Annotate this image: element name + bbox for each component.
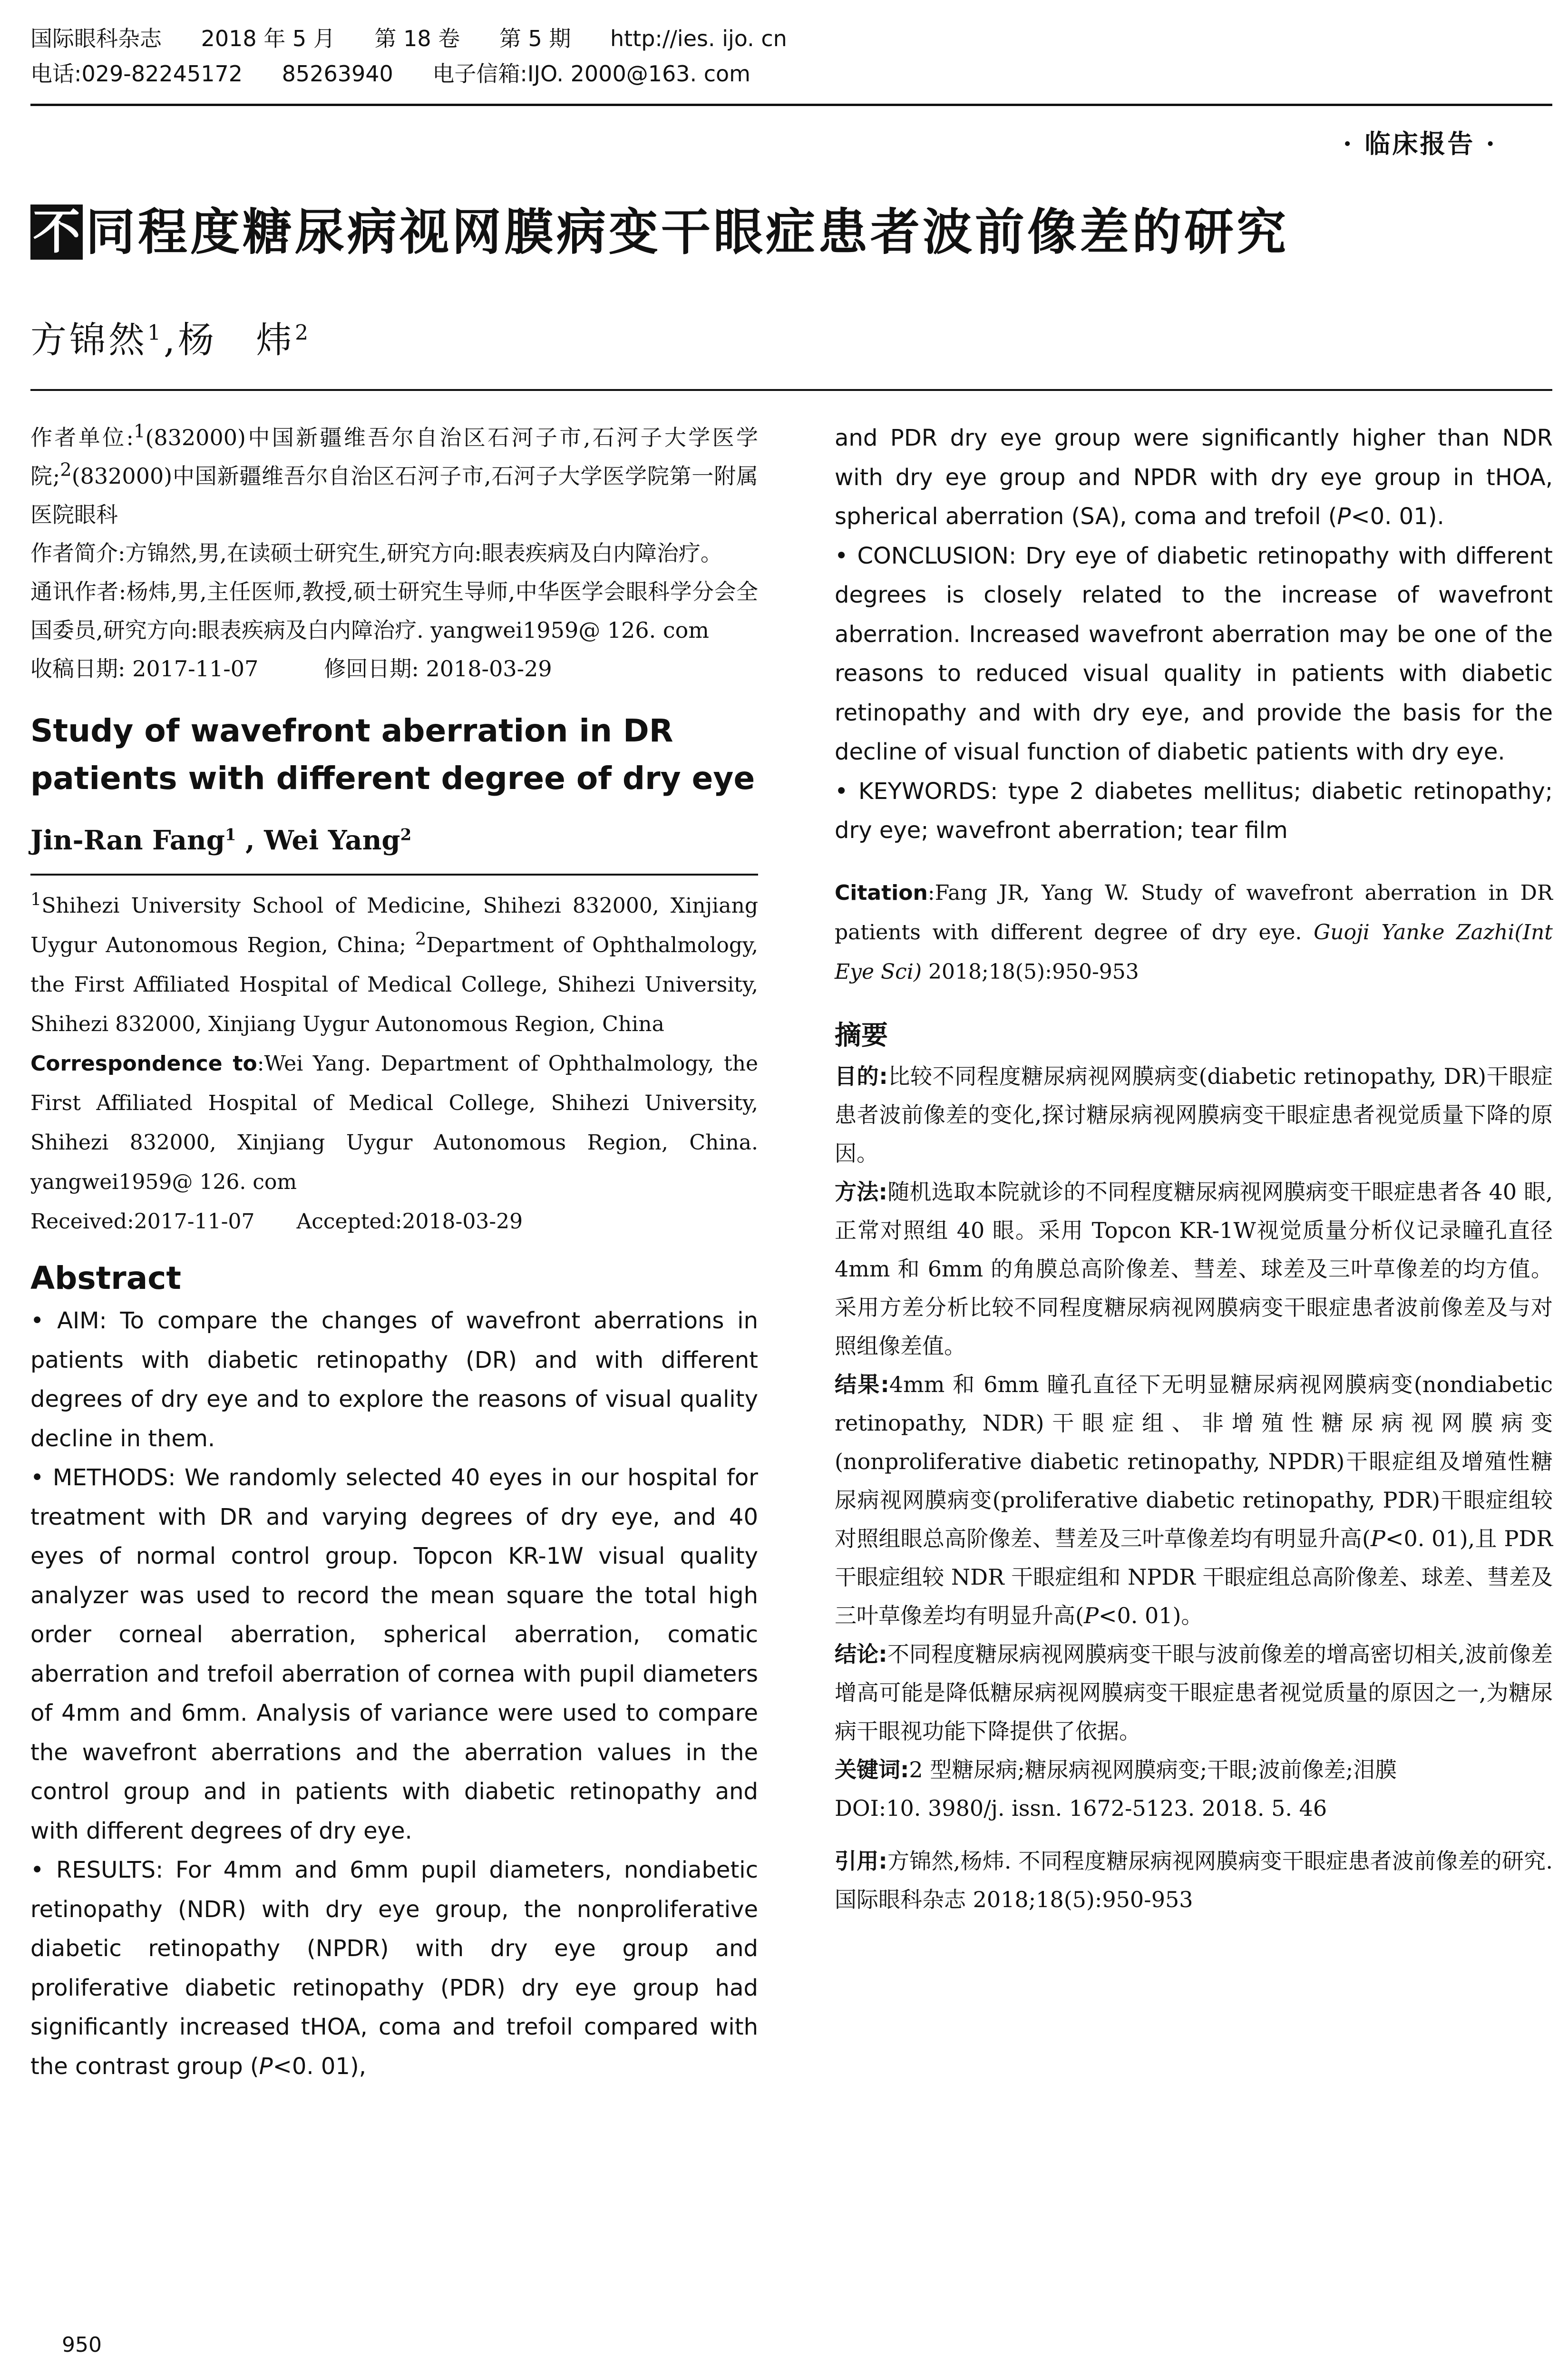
affiliations-english bbox=[30, 886, 758, 1044]
abstract-conclusion: • CONCLUSION: Dry eye of diabetic retinopathy with different degrees is closely related to the increase of wavefront aberration. Increased wavefront aberration may be one of the reasons to reduced visual quality in patients with diabetic retinopathy and with dry eye, and provide the basis for the decline of visual function of diabetic patients with dry eye. bbox=[835, 542, 1553, 765]
chinese-citation bbox=[835, 1842, 1553, 1919]
citation-english bbox=[835, 873, 1553, 992]
english-author-1: Jin-Ran Fang bbox=[30, 825, 225, 856]
units-mark-1: 1 bbox=[134, 420, 146, 442]
results-continued-p-value: <0. 01). bbox=[1351, 503, 1444, 530]
chinese-results-label: 结果: bbox=[835, 1371, 889, 1397]
chinese-keywords-label: 关键词: bbox=[835, 1756, 909, 1783]
chinese-aim-label: 目的: bbox=[835, 1063, 888, 1089]
correspondence-label: Correspondence to bbox=[30, 1052, 257, 1076]
author-units bbox=[30, 419, 758, 534]
article-title bbox=[30, 205, 1552, 276]
title-text: 同程度糖尿病视网膜病变干眼症患者波前像差的研究 bbox=[86, 203, 1289, 261]
chinese-results-text-1: 4mm 和 6mm 瞳孔直径下无明显糖尿病视网膜病变(nondiabetic retinopathy, NDR)干眼症组、非增殖性糖尿病视网膜病变(nonproliferative diabetic retinopathy, NPDR)干眼症组及增殖性糖尿病视网膜病变(proliferative diabetic retinopathy, PDR)干眼症组较对照组眼总高阶像差、彗差及三叶草像差均有明显升高( bbox=[835, 1371, 1553, 1551]
spacer bbox=[835, 1828, 1553, 1842]
issue-date: 2018 年 5 月 bbox=[201, 26, 335, 51]
received-dates: 收稿日期: 2017-11-07 修回日期: 2018-03-29 bbox=[30, 656, 552, 682]
header-line-1 bbox=[30, 21, 1543, 56]
chinese-abstract-heading: 摘要 bbox=[835, 1020, 888, 1051]
journal-name: 国际眼科杂志 bbox=[30, 26, 162, 51]
chinese-methods-label: 方法: bbox=[835, 1179, 887, 1205]
units-2: (832000)中国新疆维吾尔自治区石河子市,石河子大学医学院第一附属医院眼科 bbox=[30, 463, 759, 527]
citation-text: :Fang JR, Yang W. Study of wavefront aberration in DR patients with different degree of dry eye. bbox=[835, 880, 1553, 945]
abstract-results-continued bbox=[835, 419, 1553, 536]
corresponding-author: 通讯作者:杨炜,男,主任医师,教授,硕士研究生导师,中华医学会眼科学分会全国委员,研究方向:眼表疾病及白内障治疗. yangwei1959@ 126. com bbox=[30, 579, 758, 643]
units-label: 作者单位: bbox=[30, 425, 134, 450]
chinese-aim-text: 比较不同程度糖尿病视网膜病变(diabetic retinopathy, DR)干眼症患者波前像差的变化,探讨糖尿病视网膜病变干眼症患者视觉质量下降的原因。 bbox=[835, 1063, 1553, 1166]
received-english: Received:2017-11-07 Accepted:2018-03-29 bbox=[30, 1209, 523, 1234]
header-divider bbox=[30, 104, 1552, 106]
abstract-methods: • METHODS: We randomly selected 40 eyes in our hospital for treatment with DR and varying degrees of dry eye, and 40 eyes of normal control group. Topcon KR-1W visual quality analyzer was used to record the mean square the total high order corneal aberration, spherical aberration, comatic aberration and trefoil aberration of cornea with pupil diameters of 4mm and 6mm. Analysis of variance were used to compare the wavefront aberrations and the aberration values in the control group and in patients with diabetic retinopathy and with different degrees of dry eye. bbox=[30, 1464, 758, 1844]
results-p-value: <0. 01), bbox=[273, 2053, 366, 2080]
page-number: 950 bbox=[62, 2333, 102, 2357]
title-drop-character: 不 bbox=[30, 205, 83, 260]
journal-url: http://ies. ijo. cn bbox=[610, 26, 787, 51]
results-continued-text: and PDR dry eye group were significantly higher than NDR with dry eye group and NPDR with dry eye group in tHOA, spherical aberration (SA), coma and trefoil ( bbox=[835, 425, 1553, 530]
abstract-results bbox=[30, 1851, 758, 2086]
citation-label: Citation bbox=[835, 880, 928, 905]
affiliation-mark-1: 1 bbox=[30, 889, 42, 910]
english-authors-divider bbox=[30, 874, 758, 876]
affiliation-2: Department of Ophthalmology, the First Affiliated Hospital of Medical College, Shihezi University, Shihezi 832000, Xinjiang Uygur Autonomous Region, China bbox=[30, 933, 758, 1036]
chinese-results bbox=[835, 1365, 1553, 1635]
chinese-results-p-symbol-2: P bbox=[1083, 1602, 1099, 1628]
citation-journal: Guoji Yanke Zazhi(Int Eye Sci) bbox=[835, 920, 1553, 984]
chinese-results-text-3: <0. 01)。 bbox=[1098, 1602, 1203, 1628]
correspondence-english bbox=[30, 1044, 758, 1202]
english-authors bbox=[30, 821, 758, 859]
section-label: · 临床报告 · bbox=[1343, 128, 1497, 159]
chinese-aim bbox=[835, 1057, 1553, 1173]
volume: 第 18 卷 bbox=[374, 26, 460, 51]
english-author-1-mark: 1 bbox=[224, 825, 236, 845]
doi: DOI:10. 3980/j. issn. 1672-5123. 2018. 5. 46 bbox=[835, 1795, 1327, 1821]
chinese-conclusion-label: 结论: bbox=[835, 1641, 887, 1667]
spacer bbox=[835, 992, 1553, 1014]
author-1: 方锦然 bbox=[30, 319, 147, 361]
authors-chinese bbox=[30, 316, 311, 364]
affiliation-1: Shihezi University School of Medicine, Shihezi 832000, Xinjiang Uygur Autonomous Region, China; bbox=[30, 894, 758, 957]
authors-divider bbox=[30, 389, 1552, 391]
abstract-heading: Abstract bbox=[30, 1260, 181, 1296]
phone: 电话:029-82245172 bbox=[30, 61, 243, 87]
results-continued-p-symbol: P bbox=[1337, 503, 1351, 530]
chinese-results-p-symbol-1: P bbox=[1370, 1525, 1385, 1551]
correspondence-text: :Wei Yang. Department of Ophthalmology, the First Affiliated Hospital of Medical College, Shihezi University, Shihezi 832000, Xinjiang Uygur Autonomous Region, China. yangwei1959@ 126. com bbox=[30, 1052, 758, 1194]
email: 电子信箱:IJO. 2000@163. com bbox=[432, 61, 750, 87]
results-p-symbol: P bbox=[259, 2053, 273, 2080]
english-title: Study of wavefront aberration in DR patients with different degree of dry eye bbox=[30, 712, 755, 797]
author-bio: 作者简介:方锦然,男,在读硕士研究生,研究方向:眼表疾病及白内障治疗。 bbox=[30, 540, 722, 566]
left-column bbox=[30, 419, 758, 2086]
chinese-citation-text: 方锦然,杨炜. 不同程度糖尿病视网膜病变干眼症患者波前像差的研究. 国际眼科杂志 2018;18(5):950-953 bbox=[835, 1848, 1553, 1912]
abstract-keywords: • KEYWORDS: type 2 diabetes mellitus; diabetic retinopathy; dry eye; wavefront aberration; tear film bbox=[835, 778, 1553, 844]
right-column bbox=[835, 419, 1553, 1919]
author-2-affiliation-mark: 2 bbox=[295, 321, 312, 345]
chinese-conclusion-text: 不同程度糖尿病视网膜病变干眼与波前像差的增高密切相关,波前像差增高可能是降低糖尿病视网膜病变干眼症患者视觉质量的原因之一,为糖尿病干眼视功能下降提供了依据。 bbox=[835, 1641, 1553, 1744]
units-mark-2: 2 bbox=[60, 459, 72, 481]
chinese-keywords-text: 2 型糖尿病;糖尿病视网膜病变;干眼;波前像差;泪膜 bbox=[909, 1756, 1397, 1783]
chinese-methods bbox=[835, 1173, 1553, 1365]
chinese-results-text-2: <0. 01),且 PDR 干眼症组较 NDR 干眼症组和 NPDR 干眼症组总高阶像差、球差、彗差及三叶草像差均有明显升高( bbox=[835, 1525, 1553, 1628]
abstract-aim: • AIM: To compare the changes of wavefront aberrations in patients with diabetic retinopathy (DR) and with different degrees of dry eye and to explore the reasons of visual quality decline in them. bbox=[30, 1307, 758, 1452]
header-line-2 bbox=[30, 56, 1543, 91]
results-text: • RESULTS: For 4mm and 6mm pupil diameters, nondiabetic retinopathy (NDR) with dry eye group, the nonproliferative diabetic retinopathy (NPDR) with dry eye group and proliferative diabetic retinopathy (PDR) dry eye group had significantly increased tHOA, coma and trefoil compared with the contrast group ( bbox=[30, 1857, 758, 2080]
author-2: ,杨 炜 bbox=[164, 319, 295, 361]
citation-volume: 2018;18(5):950-953 bbox=[922, 959, 1139, 984]
author-1-affiliation-mark: 1 bbox=[147, 321, 164, 345]
units-1: (832000)中国新疆维吾尔自治区石河子市,石河子大学医学院; bbox=[30, 425, 759, 489]
chinese-methods-text: 随机选取本院就诊的不同程度糖尿病视网膜病变干眼症患者各 40 眼,正常对照组 40 眼。采用 Topcon KR-1W视觉质量分析仪记录瞳孔直径 4mm 和 6mm 的角膜总高阶像差、彗差、球差及三叶草像差的均方值。采用方差分析比较不同程度糖尿病视网膜病变干眼症患者波前像差及与对照组像差值。 bbox=[835, 1179, 1553, 1359]
english-author-2: , Wei Yang bbox=[236, 825, 400, 856]
issue: 第 5 期 bbox=[499, 26, 571, 51]
journal-header bbox=[30, 21, 1543, 91]
chinese-citation-label: 引用: bbox=[835, 1848, 887, 1874]
phone-2: 85263940 bbox=[282, 61, 393, 87]
english-author-2-mark: 2 bbox=[400, 825, 412, 845]
chinese-keywords bbox=[835, 1751, 1553, 1789]
spacer bbox=[835, 850, 1553, 873]
affiliation-mark-2: 2 bbox=[415, 928, 427, 949]
chinese-conclusion bbox=[835, 1635, 1553, 1751]
